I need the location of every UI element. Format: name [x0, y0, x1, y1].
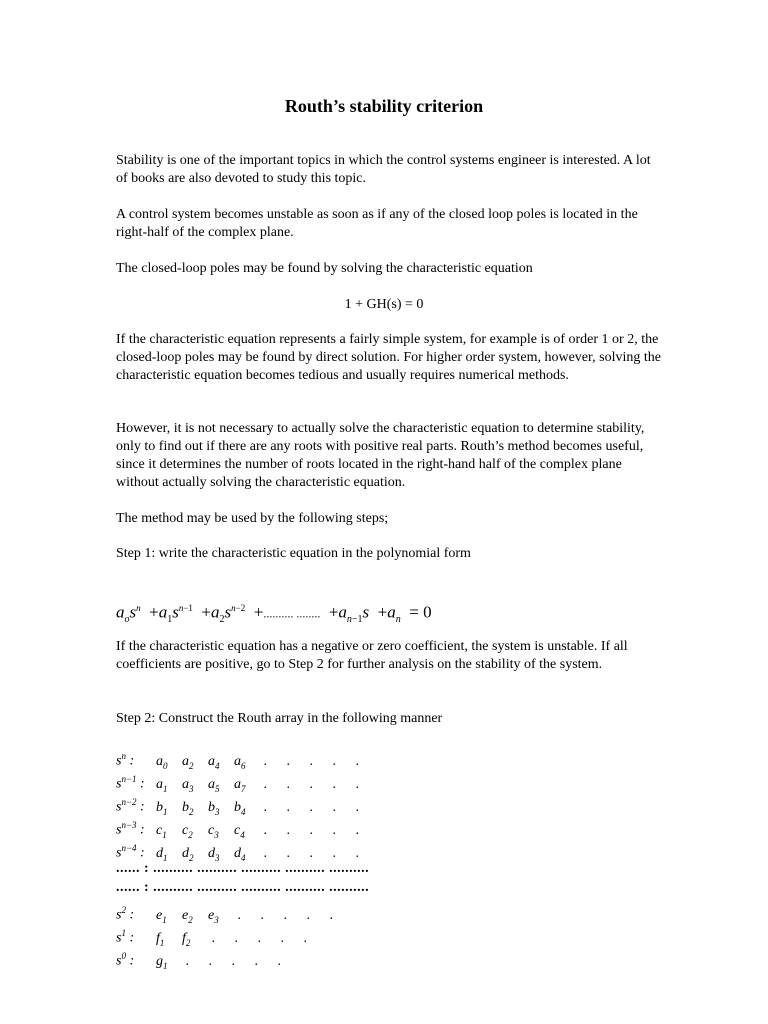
routh-row-sn-4: $s^{n-4}$ : $d_1$ $d_2$ $d_3$ $d_4$ . . . . . — [116, 837, 367, 859]
routh-row-sn-3: $s^{n-3}$ : $c_1$ $c_2$ $c_3$ $c_4$ . . . . . — [116, 814, 367, 836]
row-dots: . . . . . — [263, 753, 367, 769]
routh-row-sn-1: $s^{n-1}$ : $a_1$ $a_3$ $a_5$ $a_7$ . . . . . — [116, 768, 367, 790]
paragraph-closed-loop: The closed-loop poles may be found by solving the characteristic equation — [116, 261, 533, 276]
row-dots: . . . . . — [263, 845, 367, 861]
routh-row-ellipsis-2 — [116, 877, 369, 899]
polynomial-dots: .......... ........ — [263, 606, 321, 621]
routh-row-sn-2: $s^{n-2}$ : $b_1$ $b_2$ $b_3$ $b_4$ . . . . . — [116, 791, 367, 813]
routh-row-sn: $s^n$ : $a_0$ $a_2$ $a_4$ $a_6$ . . . . . — [116, 745, 367, 767]
polynomial-form: $a_os^n +a_1s^{n-1} +a_2s^{n-2}$ +.......... ........ $+a_{n-1}s +a_n = 0$ — [116, 602, 432, 626]
row-dots: . . . . . — [237, 907, 341, 923]
paragraph-simple-system: If the characteristic equation represents a fairly simple system, for example is of order 1 or 2, the closed-loop poles may be found by direct solution. For higher order system, however, solving the characteristic equation becomes tedious and usually requires numerical methods. — [116, 332, 661, 383]
routh-row-s2: $s^2$ : $e_1$ $e_2$ $e_3$ . . . . . — [116, 899, 341, 921]
routh-row-s0: $s^0$ : $g_1$ . . . . . — [116, 945, 289, 967]
paragraph-coefficients: If the characteristic equation has a negative or zero coefficient, the system is unstable. If all coefficients are positive, go to Step 2 for further analysis on the stability of the system. — [116, 639, 628, 672]
paragraph-steps-intro: The method may be used by the following steps; — [116, 511, 389, 526]
characteristic-equation: 1 + GH(s) = 0 — [344, 297, 424, 312]
row-dots: . . . . . — [263, 822, 367, 838]
ellipsis-row: ...... : .......... .......... .......... .......... .......... — [116, 880, 370, 895]
row-dots: . . . . . — [211, 930, 315, 946]
paragraph-unstable: A control system becomes unstable as soon as if any of the closed loop poles is located in the right-half of the complex plane. — [116, 207, 638, 240]
paragraph-routh-method: However, it is not necessary to actually solve the characteristic equation to determine stability, only to find out if there are any roots with positive real parts. Routh’s method becomes useful, since it determines the number of roots located in the right-hand half of the complex plane without actually solving the characteristic equation. — [116, 421, 645, 490]
polynomial-equals: = 0 — [409, 602, 432, 622]
row-dots: . . . . . — [263, 776, 367, 792]
paragraph-step-2: Step 2: Construct the Routh array in the following manner — [116, 711, 443, 726]
routh-row-s1: $s^1$ : $f_1$ $f_2$ . . . . . — [116, 922, 315, 944]
paragraph-intro: Stability is one of the important topics in which the control systems engineer is interested. A lot of books are also devoted to study this topic. — [116, 153, 651, 186]
row-dots: . . . . . — [185, 953, 289, 969]
page-title: Routh’s stability criterion — [284, 96, 484, 116]
ellipsis-row: ...... : .......... .......... .......... .......... .......... — [116, 861, 370, 876]
paragraph-step-1: Step 1: write the characteristic equation in the polynomial form — [116, 546, 471, 561]
row-dots: . . . . . — [263, 799, 367, 815]
